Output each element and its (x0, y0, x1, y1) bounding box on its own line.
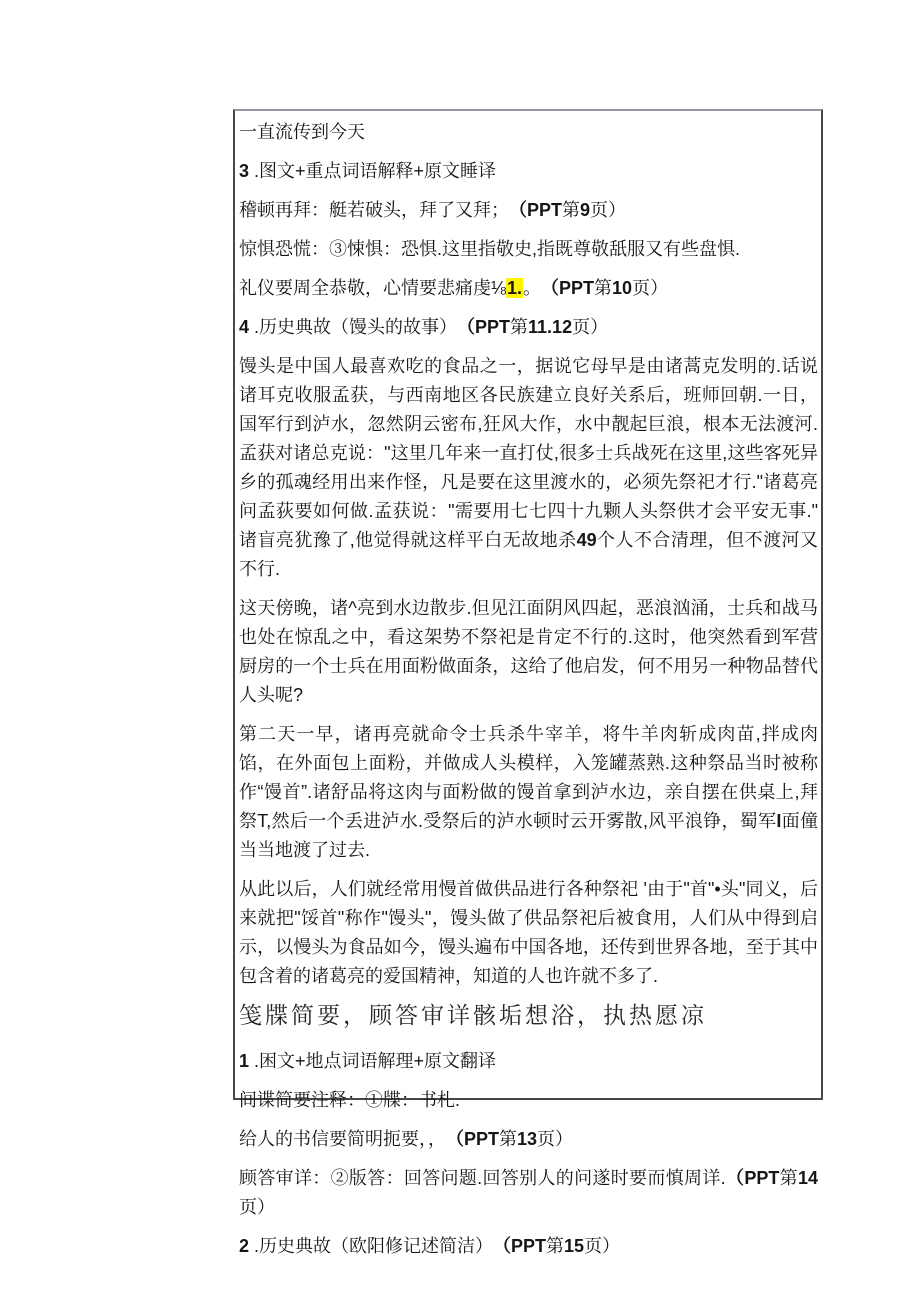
text-run: 给人的书信要简明扼要，， (239, 1129, 455, 1149)
paragraph (239, 157, 818, 186)
text-run: 10 (612, 278, 633, 298)
text-run: 第 (499, 1129, 518, 1149)
text-run: 这天傍晚，诸^亮到水边散步.但见江面阴风四起，恶浪汹涌，士兵和战马也处在惊乱之中，看这架势不祭祀是肯定不行的.这时，他突然看到军营厨房的一个士兵在用面粉做面条，这给了他启发，何不用另一种物品替代人头呢? (239, 598, 818, 705)
paragraph (239, 720, 818, 865)
text-run: （PPT (502, 1236, 547, 1256)
text-run: 第 (779, 1168, 798, 1188)
text-run: 页） (239, 1197, 275, 1217)
text-run: 面僮当当地渡了过去. (239, 811, 819, 860)
text-run: 第 (594, 278, 613, 298)
text-run: （PPT (466, 317, 511, 337)
text-run: （PPT (550, 278, 595, 298)
text-run: 。 (523, 278, 551, 298)
text-run: 第二天一早，诸再亮就命令士兵杀牛宰羊，将牛羊肉斩成肉苗,拌成肉馅，在外面包上面粉，并做成人头模样，入笼罐蒸熟.这种祭品当时被称作“馒首”.诸舒品将这肉与面粉做的馒首拿到泸水边，亲自摆在供桌上,拜祭T,然后一个丢进泸水.受祭后的泸水顿时云开雾散,风平浪铮，蜀军 (239, 724, 818, 831)
text-run: .历史典故（欧阳修记述简洁） (254, 1236, 503, 1256)
document-body (239, 118, 818, 1261)
text-run: 9 (580, 200, 591, 220)
highlighted-text: 1. (507, 278, 523, 298)
text-run: 2 (239, 1236, 255, 1256)
paragraph (239, 118, 818, 147)
text-run: 第 (546, 1236, 565, 1256)
text-run: .图文+重点词语解释+原文睡译 (254, 161, 497, 181)
text-run: 页） (632, 278, 669, 298)
text-run: 顾答审详：②版答：回答问题.回答别人的问遂时要而慎周详. (239, 1168, 726, 1188)
text-run: 页） (584, 1236, 621, 1256)
paragraph (239, 196, 818, 225)
paragraph (239, 1164, 818, 1222)
paragraph (239, 1232, 818, 1261)
text-run: .困文+地点词语解理+原文翻译 (254, 1051, 497, 1071)
text-run: 笺牒简要，顾答审详骸垢想浴，执热愿凉 (239, 1003, 707, 1028)
text-run: 惊惧恐慌：③悚惧：恐惧.这里指敬史,指既尊敬舐服又有些盘惧. (239, 239, 741, 259)
text-run: 49 (576, 530, 597, 550)
text-run: 4 (239, 317, 255, 337)
paragraph (239, 313, 818, 342)
text-run: .历史典故（馒头的故事） (254, 317, 467, 337)
text-run: 11.12 (528, 317, 573, 337)
paragraph (239, 1086, 818, 1115)
text-run: 从此以后，人们就经常用慢首做供品进行各种祭祀 '由于"首"•头"同义，后来就把"馁首"称作"馒头"，馒头做了供品祭祀后被食用，人们从中得到启示，以慢头为食品如今，馒头遍布中国各地，还传到世界各地，至于其中包含着的诸葛亮的爱国精神，知道的人也许就不多了. (239, 879, 818, 986)
text-run: 页） (537, 1129, 574, 1149)
paragraph (239, 1125, 818, 1154)
text-run: 一直流传到今天 (239, 122, 365, 142)
paragraph (239, 1047, 818, 1076)
text-run: I (776, 811, 782, 831)
text-run: 3 (239, 161, 255, 181)
text-run: 馒头是中国人最喜欢吃的食品之一，据说它母早是由诸蒿克发明的.话说诸耳克收服孟获，与西南地区各民族建立良好关系后，班师回朝.一日，国军行到泸水，忽然阴云密布,狂风大作，水中靓起巨浪，根本无法渡河.孟获对诸总克说："这里几年来一直打仗,很多士兵战死在这里,这些客死异乡的孤魂经用出来作怪，凡是要在这里渡水的，必须先祭祀才行."诸葛亮问孟荻要如何做.孟获说："需要用七七四十九颗人头祭供才会平安无事." 诸盲亮犹豫了,他觉得就这样平白无故地杀 (239, 356, 818, 550)
text-run: 个人不合清理，但不渡河又不行. (239, 530, 818, 579)
section-heading (239, 1001, 818, 1031)
text-run: 页） (590, 200, 627, 220)
document-table (233, 109, 823, 1256)
paragraph (239, 274, 818, 303)
text-run: （PPT (455, 1129, 500, 1149)
paragraph (239, 594, 818, 710)
text-run: 1 (239, 1051, 255, 1071)
text-run: 13 (517, 1129, 538, 1149)
text-run: 15 (564, 1236, 585, 1256)
text-run: （PPT (725, 1168, 780, 1188)
paragraph (239, 875, 818, 991)
text-run: （PPT (518, 200, 563, 220)
paragraph (239, 235, 818, 264)
text-run: 稽顿再拜：艇若破头，拜了又拜； (239, 200, 518, 220)
text-run: 礼仪要周全恭敬，心情要悲痛虔⅛ (239, 278, 507, 298)
text-run: 第 (562, 200, 581, 220)
text-run: 14 (797, 1168, 819, 1188)
text-run: 第 (510, 317, 529, 337)
paragraph (239, 352, 818, 584)
text-run: 页） (572, 317, 609, 337)
text-run: 间谍简要注释：①牒：书札. (239, 1090, 460, 1110)
